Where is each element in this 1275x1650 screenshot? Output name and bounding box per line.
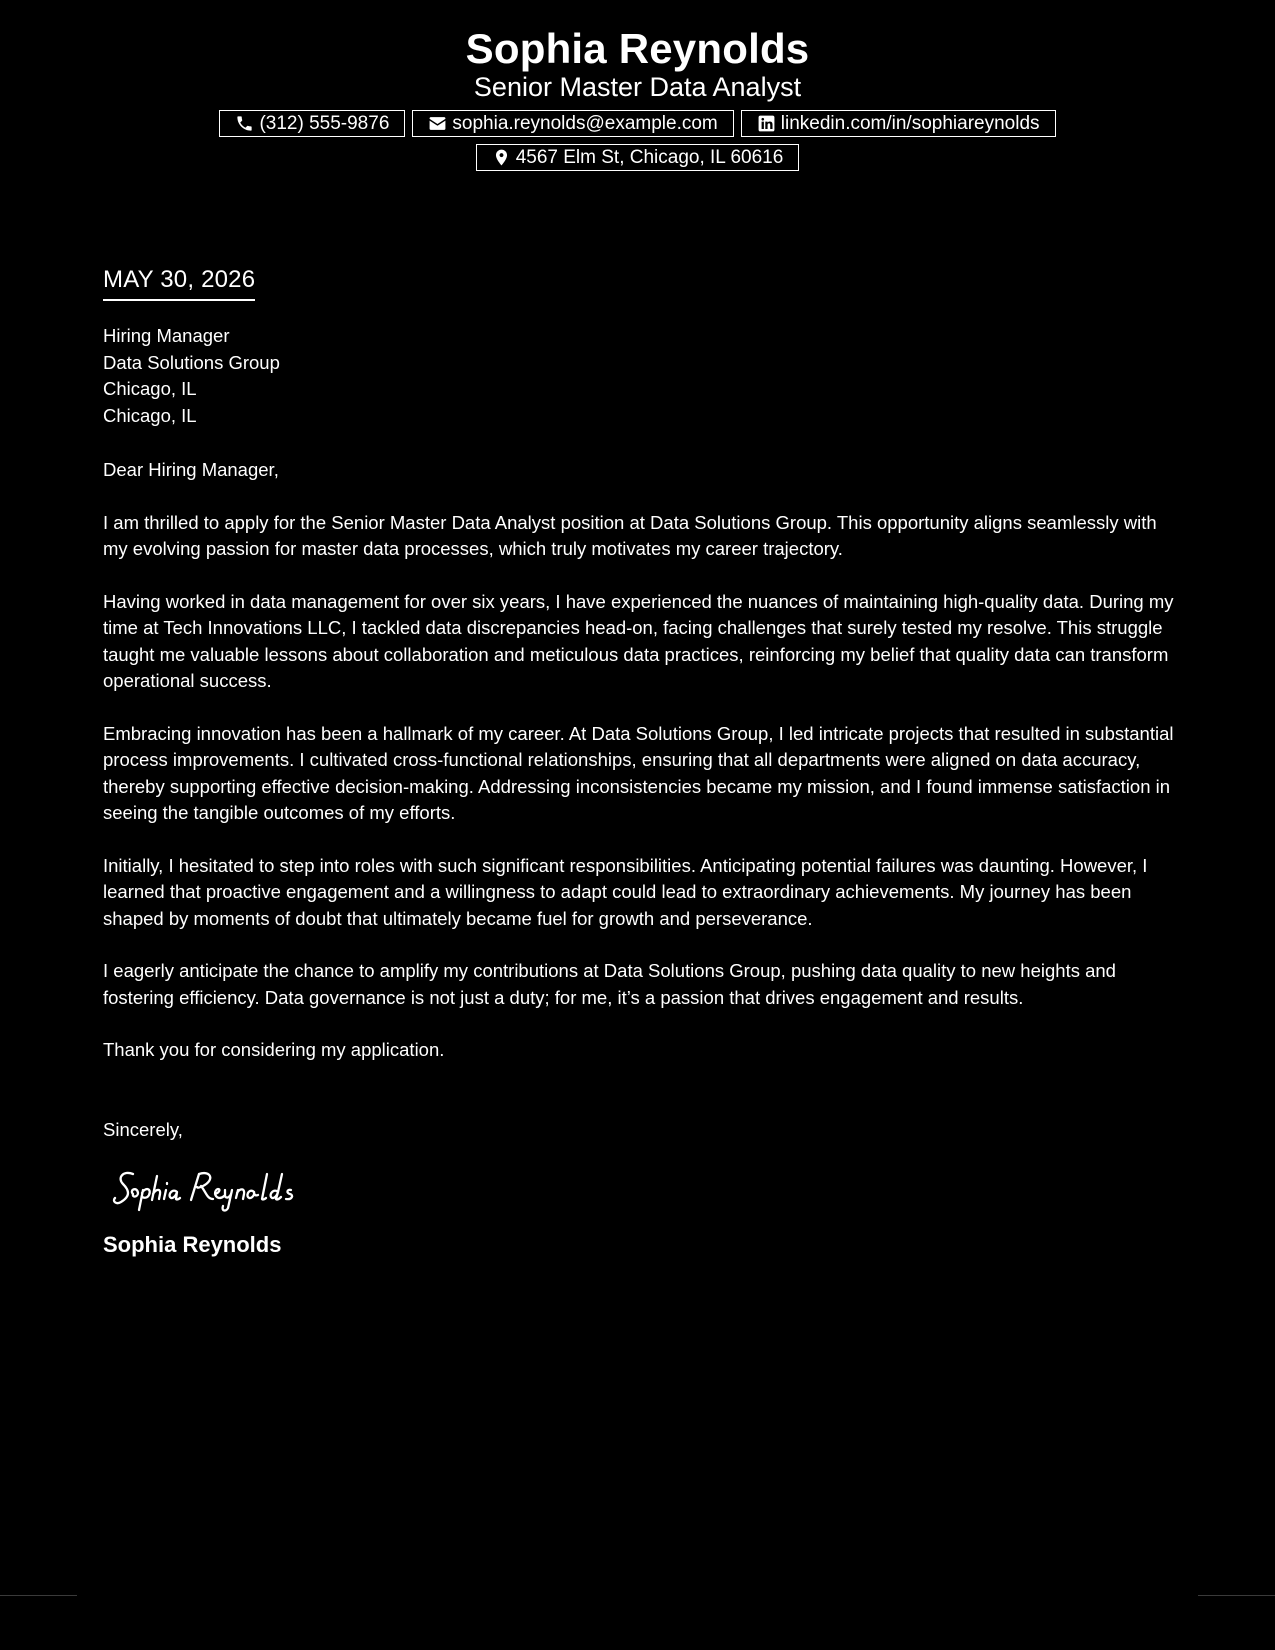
phone-link[interactable] [219, 110, 405, 137]
envelope-icon [428, 114, 447, 133]
linkedin-text: linkedin.com/in/sophiareynolds [780, 112, 1040, 134]
body-paragraph: I am thrilled to apply for the Senior Master Data Analyst position at Data Solutions Group. This opportunity aligns seamlessly with my evolving passion for master data processes, which truly motivates my career trajectory. [103, 511, 1157, 559]
contact-row-secondary [0, 144, 1275, 171]
address-text: 4567 Elm St, Chicago, IL 60616 [515, 146, 784, 168]
signature-image [111, 1166, 1178, 1216]
letter-body [103, 263, 1178, 1259]
applicant-name: Sophia Reynolds [465, 25, 810, 72]
letter-date: MAY 30, 2026 [103, 263, 255, 301]
closing: Sincerely, [103, 1118, 183, 1140]
recipient-block [103, 323, 1178, 429]
body-paragraph: Initially, I hesitated to step into roles with such significant responsibilities. Anticipating potential failures was daunting. However, I learned that proactive engagement and a willingness to adapt could lead to extraordinary achievements. My journey has been shaped by moments of doubt that ultimately became fuel for growth and perseverance. [103, 854, 1148, 929]
body-paragraph: Having worked in data management for over six years, I have experienced the nuances of maintaining high-quality data. During my time at Tech Innovations LLC, I tackled data discrepancies head-on, facing challenges that surely tested my resolve. This struggle taught me valuable lessons about collaboration and meticulous data practices, reinforcing my belief that quality data can transform operational success. [103, 590, 1174, 691]
footer-divider-left [0, 1595, 77, 1596]
recipient-line: Chicago, IL [103, 404, 197, 426]
body-paragraph: Thank you for considering my application. [103, 1039, 445, 1060]
body-paragraph: Embracing innovation has been a hallmark of my career. At Data Solutions Group, I led intricate projects that resulted in substantial process improvements. I cultivated cross-functional relationships, ensuring that all departments were aligned on data accuracy, thereby supporting effective decision-making. Addressing inconsistencies became my mission, and I found immense satisfaction in seeing the tangible outcomes of my efforts. [103, 722, 1174, 823]
linkedin-link[interactable] [741, 110, 1056, 137]
body-paragraph: I eagerly anticipate the chance to amplify my contributions at Data Solutions Group, pushing data quality to new heights and fostering efficiency. Data governance is not just a duty; for me, it’s a passion that drives engagement and results. [103, 960, 1116, 1008]
recipient-line: Hiring Manager [103, 325, 230, 346]
phone-icon [235, 114, 254, 133]
footer-divider-right [1198, 1595, 1275, 1596]
salutation: Dear Hiring Manager, [103, 459, 279, 480]
recipient-line: Data Solutions Group [103, 351, 280, 373]
recipient-line: Chicago, IL [103, 378, 197, 399]
signer-name: Sophia Reynolds [103, 1232, 282, 1257]
map-marker-icon [492, 148, 511, 167]
applicant-title: Senior Master Data Analyst [473, 72, 802, 102]
address-link[interactable] [476, 144, 800, 171]
letter-header [0, 22, 1275, 171]
phone-text: (312) 555-9876 [259, 112, 390, 134]
handwritten-signature [111, 1166, 371, 1216]
email-link[interactable] [412, 110, 733, 137]
email-text: sophia.reynolds@example.com [452, 112, 718, 134]
linkedin-icon [757, 114, 776, 133]
contact-row-primary [0, 110, 1275, 137]
